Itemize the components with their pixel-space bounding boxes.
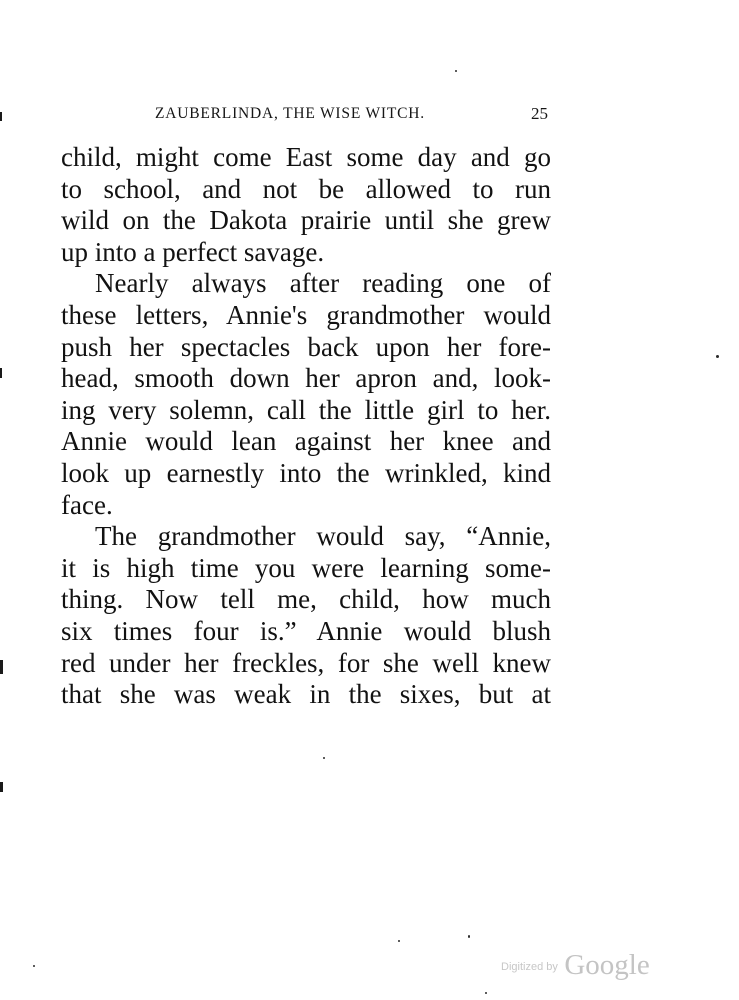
running-header-title: ZAUBERLINDA, THE WISE WITCH. bbox=[155, 105, 425, 122]
text-line: up into a perfect savage. bbox=[61, 236, 325, 267]
watermark-prefix: Digitized by bbox=[501, 961, 558, 973]
google-logo: Google bbox=[564, 949, 650, 981]
text-line: ing very solemn, call the little girl to her. bbox=[61, 394, 551, 425]
text-line: head, smooth down her apron and, look- bbox=[61, 363, 551, 394]
scan-speck bbox=[455, 70, 457, 72]
text-line: it is high time you were learning some- bbox=[61, 552, 551, 583]
scan-speck bbox=[33, 965, 35, 967]
scan-speck bbox=[468, 935, 470, 938]
scan-mark bbox=[0, 368, 2, 378]
scan-speck bbox=[398, 940, 400, 942]
text-line: face. bbox=[61, 489, 113, 520]
scan-mark bbox=[0, 782, 3, 792]
text-line: that she was weak in the sixes, but at bbox=[61, 679, 551, 710]
scan-mark bbox=[0, 660, 3, 674]
scan-mark bbox=[0, 112, 2, 121]
text-line: child, might come East some day and go bbox=[61, 142, 551, 172]
text-line-paragraph-start: The grandmother would say, “Annie, bbox=[95, 521, 551, 552]
text-line: thing. Now tell me, child, how much bbox=[61, 584, 551, 615]
text-line: look up earnestly into the wrinkled, kind bbox=[61, 457, 551, 488]
scan-speck bbox=[485, 992, 487, 994]
text-line: red under her freckles, for she well knew bbox=[61, 647, 551, 678]
scan-speck bbox=[716, 355, 719, 358]
page-number: 25 bbox=[531, 104, 548, 123]
text-line: Annie would lean against her knee and bbox=[61, 426, 551, 457]
text-line: push her spectacles back upon her fore- bbox=[61, 331, 551, 362]
text-line: wild on the Dakota prairie until she grew bbox=[61, 205, 551, 236]
text-line: six times four is.” Annie would blush bbox=[61, 615, 551, 646]
text-line: these letters, Annie's grandmother would bbox=[61, 299, 551, 330]
digitized-watermark bbox=[501, 949, 650, 982]
text-line: to school, and not be allowed to run bbox=[61, 173, 551, 204]
scan-speck bbox=[323, 757, 325, 759]
text-line-paragraph-start: Nearly always after reading one of bbox=[95, 268, 551, 299]
body-text bbox=[61, 142, 551, 711]
